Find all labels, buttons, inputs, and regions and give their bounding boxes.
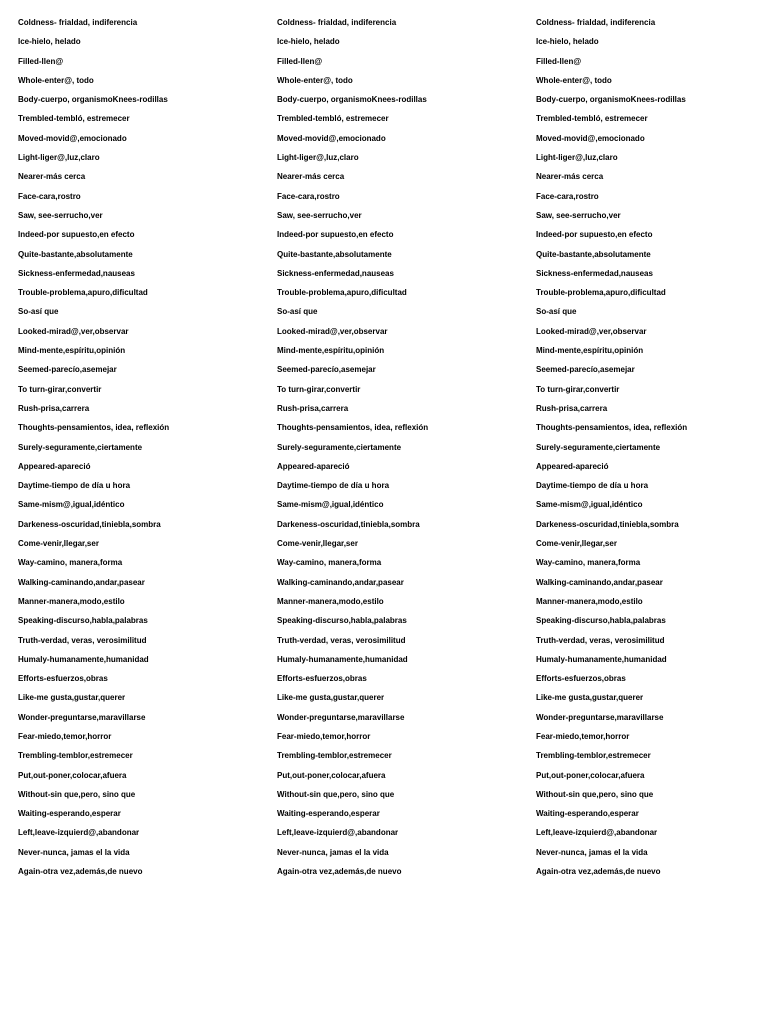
vocabulary-entry: Like-me gusta,gustar,querer (18, 693, 126, 703)
vocabulary-entry: Seemed-parecío,asemejar (18, 365, 117, 375)
vocabulary-entry: Thoughts-pensamientos, idea, reflexión (277, 423, 429, 433)
vocabulary-entry: Trembling-temblor,estremecer (18, 751, 133, 761)
vocabulary-entry: Quite-bastante,absolutamente (18, 249, 133, 259)
vocabulary-entry: Trembled-tembló, estremecer (277, 114, 389, 124)
vocabulary-entry: Fear-miedo,temor,horror (277, 731, 371, 741)
vocabulary-entry: To turn-girar,convertir (536, 384, 620, 394)
vocabulary-entry: Light-liger@,luz,claro (536, 153, 618, 163)
vocabulary-entry: Saw, see-serrucho,ver (536, 210, 621, 220)
vocabulary-entry: Darkeness-oscuridad,tiniebla,sombra (277, 519, 420, 529)
vocabulary-entry: Indeed-por supuesto,en efecto (18, 230, 135, 240)
vocabulary-entry: Darkeness-oscuridad,tiniebla,sombra (18, 519, 161, 529)
vocabulary-entry: Light-liger@,luz,claro (277, 153, 359, 163)
vocabulary-entry: Mind-mente,espíritu,opinión (277, 346, 385, 356)
vocabulary-entry: Indeed-por supuesto,en efecto (536, 230, 653, 240)
vocabulary-entry: Looked-mirad@,ver,observar (536, 326, 647, 336)
vocabulary-entry: Filled-llen@ (277, 56, 323, 66)
vocabulary-entry: Looked-mirad@,ver,observar (18, 326, 129, 336)
vocabulary-entry: Come-venir,llegar,ser (277, 539, 358, 549)
vocabulary-column-3 (536, 13, 768, 881)
vocabulary-entry: Walking-caminando,andar,pasear (277, 577, 404, 587)
vocabulary-entry: Walking-caminando,andar,pasear (536, 577, 663, 587)
vocabulary-entry: Humaly-humanamente,humanidad (18, 654, 149, 664)
vocabulary-entry: Thoughts-pensamientos, idea, reflexión (18, 423, 170, 433)
vocabulary-entry: Speaking-discurso,habla,palabras (277, 616, 407, 626)
vocabulary-column-2 (277, 13, 512, 881)
vocabulary-entry: To turn-girar,convertir (18, 384, 102, 394)
vocabulary-column-1 (18, 13, 253, 881)
vocabulary-entry: Fear-miedo,temor,horror (18, 731, 112, 741)
vocabulary-entry: Body-cuerpo, organismoKnees-rodillas (18, 95, 168, 105)
vocabulary-entry: Trouble-problema,apuro,dificultad (277, 288, 407, 298)
vocabulary-entry: Seemed-parecío,asemejar (277, 365, 376, 375)
vocabulary-entry: So-así que (277, 307, 318, 317)
vocabulary-entry: Face-cara,rostro (277, 191, 340, 201)
vocabulary-entry: Looked-mirad@,ver,observar (277, 326, 388, 336)
vocabulary-entry: Surely-seguramente,ciertamente (536, 442, 661, 452)
vocabulary-entry: Walking-caminando,andar,pasear (18, 577, 145, 587)
vocabulary-entry: Quite-bastante,absolutamente (277, 249, 392, 259)
vocabulary-entry: Quite-bastante,absolutamente (536, 249, 651, 259)
vocabulary-entry: Without-sin que,pero, sino que (536, 789, 654, 799)
vocabulary-entry: Left,leave-izquierd@,abandonar (277, 828, 399, 838)
vocabulary-entry: Way-camino, manera,forma (536, 558, 641, 568)
vocabulary-entry: Wonder-preguntarse,maravillarse (536, 712, 664, 722)
vocabulary-entry: Fear-miedo,temor,horror (536, 731, 630, 741)
vocabulary-entry: Trouble-problema,apuro,dificultad (536, 288, 666, 298)
vocabulary-entry: Coldness- frialdad, indiferencia (18, 18, 138, 27)
vocabulary-entry: Speaking-discurso,habla,palabras (536, 616, 666, 626)
vocabulary-entry: Moved-movid@,emocionado (536, 133, 645, 143)
vocabulary-entry: Trouble-problema,apuro,dificultad (18, 288, 148, 298)
vocabulary-entry: Surely-seguramente,ciertamente (18, 442, 143, 452)
vocabulary-entry: Waiting-esperando,esperar (277, 809, 380, 819)
vocabulary-entry: Manner-manera,modo,estilo (18, 596, 125, 606)
vocabulary-entry: Whole-enter@, todo (277, 75, 353, 85)
vocabulary-entry: Same-mism@,igual,idéntico (18, 500, 125, 510)
vocabulary-entry: Waiting-esperando,esperar (536, 809, 639, 819)
vocabulary-entry: Face-cara,rostro (536, 191, 599, 201)
vocabulary-entry: Like-me gusta,gustar,querer (536, 693, 644, 703)
vocabulary-entry: Without-sin que,pero, sino que (18, 789, 136, 799)
vocabulary-entry: Mind-mente,espíritu,opinión (536, 346, 644, 356)
vocabulary-entry: Again-otra vez,además,de nuevo (277, 867, 402, 877)
vocabulary-entry: Filled-llen@ (536, 56, 582, 66)
vocabulary-entry: Nearer-más cerca (536, 172, 604, 182)
vocabulary-entry: Efforts-esfuerzos,obras (277, 674, 367, 684)
vocabulary-entry: Sickness-enfermedad,nauseas (277, 268, 394, 278)
vocabulary-entry: Surely-seguramente,ciertamente (277, 442, 402, 452)
vocabulary-entry: Trembled-tembló, estremecer (536, 114, 648, 124)
vocabulary-entry: Left,leave-izquierd@,abandonar (536, 828, 658, 838)
vocabulary-entry: Truth-verdad, veras, verosimilitud (18, 635, 147, 645)
vocabulary-entry: Filled-llen@ (18, 56, 64, 66)
vocabulary-entry: Nearer-más cerca (18, 172, 86, 182)
vocabulary-entry: Put,out-poner,colocar,afuera (277, 770, 386, 780)
vocabulary-entry: Body-cuerpo, organismoKnees-rodillas (536, 95, 686, 105)
vocabulary-entry: Manner-manera,modo,estilo (536, 596, 643, 606)
vocabulary-entry: Seemed-parecío,asemejar (536, 365, 635, 375)
vocabulary-entry: So-así que (536, 307, 577, 317)
vocabulary-entry: Rush-prisa,carrera (536, 403, 608, 413)
vocabulary-entry: Never-nunca, jamas el la vida (536, 847, 648, 857)
vocabulary-entry: Moved-movid@,emocionado (277, 133, 386, 143)
vocabulary-entry: Rush-prisa,carrera (277, 403, 349, 413)
vocabulary-entry: Whole-enter@, todo (536, 75, 612, 85)
vocabulary-entry: Humaly-humanamente,humanidad (536, 654, 667, 664)
vocabulary-entry: Light-liger@,luz,claro (18, 153, 100, 163)
vocabulary-entry: Way-camino, manera,forma (277, 558, 382, 568)
vocabulary-entry: Again-otra vez,además,de nuevo (18, 867, 143, 877)
vocabulary-entry: Truth-verdad, veras, verosimilitud (277, 635, 406, 645)
vocabulary-entry: Appeared-apareció (18, 461, 91, 471)
vocabulary-entry: Ice-hielo, helado (277, 37, 340, 47)
vocabulary-entry: Wonder-preguntarse,maravillarse (18, 712, 146, 722)
vocabulary-entry: Thoughts-pensamientos, idea, reflexión (536, 423, 688, 433)
vocabulary-entry: Wonder-preguntarse,maravillarse (277, 712, 405, 722)
vocabulary-entry: Manner-manera,modo,estilo (277, 596, 384, 606)
vocabulary-entry: Daytime-tiempo de día u hora (536, 481, 649, 491)
vocabulary-entry: Darkeness-oscuridad,tiniebla,sombra (536, 519, 679, 529)
vocabulary-entry: Humaly-humanamente,humanidad (277, 654, 408, 664)
vocabulary-entry: Way-camino, manera,forma (18, 558, 123, 568)
vocabulary-entry: Saw, see-serrucho,ver (18, 210, 103, 220)
vocabulary-entry: Come-venir,llegar,ser (18, 539, 99, 549)
vocabulary-entry: Nearer-más cerca (277, 172, 345, 182)
vocabulary-entry: Indeed-por supuesto,en efecto (277, 230, 394, 240)
vocabulary-entry: Come-venir,llegar,ser (536, 539, 617, 549)
vocabulary-entry: Appeared-apareció (277, 461, 350, 471)
vocabulary-entry: Trembling-temblor,estremecer (536, 751, 651, 761)
vocabulary-entry: Sickness-enfermedad,nauseas (18, 268, 135, 278)
vocabulary-entry: Appeared-apareció (536, 461, 609, 471)
vocabulary-entry: Daytime-tiempo de día u hora (277, 481, 390, 491)
vocabulary-entry: Ice-hielo, helado (18, 37, 81, 47)
vocabulary-entry: Coldness- frialdad, indiferencia (277, 18, 397, 27)
vocabulary-entry: Saw, see-serrucho,ver (277, 210, 362, 220)
vocabulary-entry: Waiting-esperando,esperar (18, 809, 121, 819)
vocabulary-entry: Coldness- frialdad, indiferencia (536, 18, 656, 27)
vocabulary-entry: Moved-movid@,emocionado (18, 133, 127, 143)
vocabulary-entry: Never-nunca, jamas el la vida (277, 847, 389, 857)
vocabulary-entry: Put,out-poner,colocar,afuera (18, 770, 127, 780)
vocabulary-entry: Trembling-temblor,estremecer (277, 751, 392, 761)
vocabulary-entry: Same-mism@,igual,idéntico (536, 500, 643, 510)
vocabulary-entry: Without-sin que,pero, sino que (277, 789, 395, 799)
vocabulary-entry: Truth-verdad, veras, verosimilitud (536, 635, 665, 645)
vocabulary-entry: Never-nunca, jamas el la vida (18, 847, 130, 857)
vocabulary-entry: Trembled-tembló, estremecer (18, 114, 130, 124)
vocabulary-entry: Body-cuerpo, organismoKnees-rodillas (277, 95, 427, 105)
vocabulary-entry: So-así que (18, 307, 59, 317)
vocabulary-entry: To turn-girar,convertir (277, 384, 361, 394)
vocabulary-entry: Whole-enter@, todo (18, 75, 94, 85)
vocabulary-entry: Face-cara,rostro (18, 191, 81, 201)
vocabulary-entry: Daytime-tiempo de día u hora (18, 481, 131, 491)
vocabulary-entry: Efforts-esfuerzos,obras (536, 674, 626, 684)
vocabulary-entry: Sickness-enfermedad,nauseas (536, 268, 653, 278)
vocabulary-entry: Like-me gusta,gustar,querer (277, 693, 385, 703)
vocabulary-entry: Ice-hielo, helado (536, 37, 599, 47)
vocabulary-entry: Efforts-esfuerzos,obras (18, 674, 108, 684)
vocabulary-entry: Speaking-discurso,habla,palabras (18, 616, 148, 626)
vocabulary-entry: Rush-prisa,carrera (18, 403, 90, 413)
vocabulary-entry: Left,leave-izquierd@,abandonar (18, 828, 140, 838)
vocabulary-entry: Again-otra vez,además,de nuevo (536, 867, 661, 877)
vocabulary-entry: Mind-mente,espíritu,opinión (18, 346, 126, 356)
vocabulary-entry: Same-mism@,igual,idéntico (277, 500, 384, 510)
vocabulary-entry: Put,out-poner,colocar,afuera (536, 770, 645, 780)
